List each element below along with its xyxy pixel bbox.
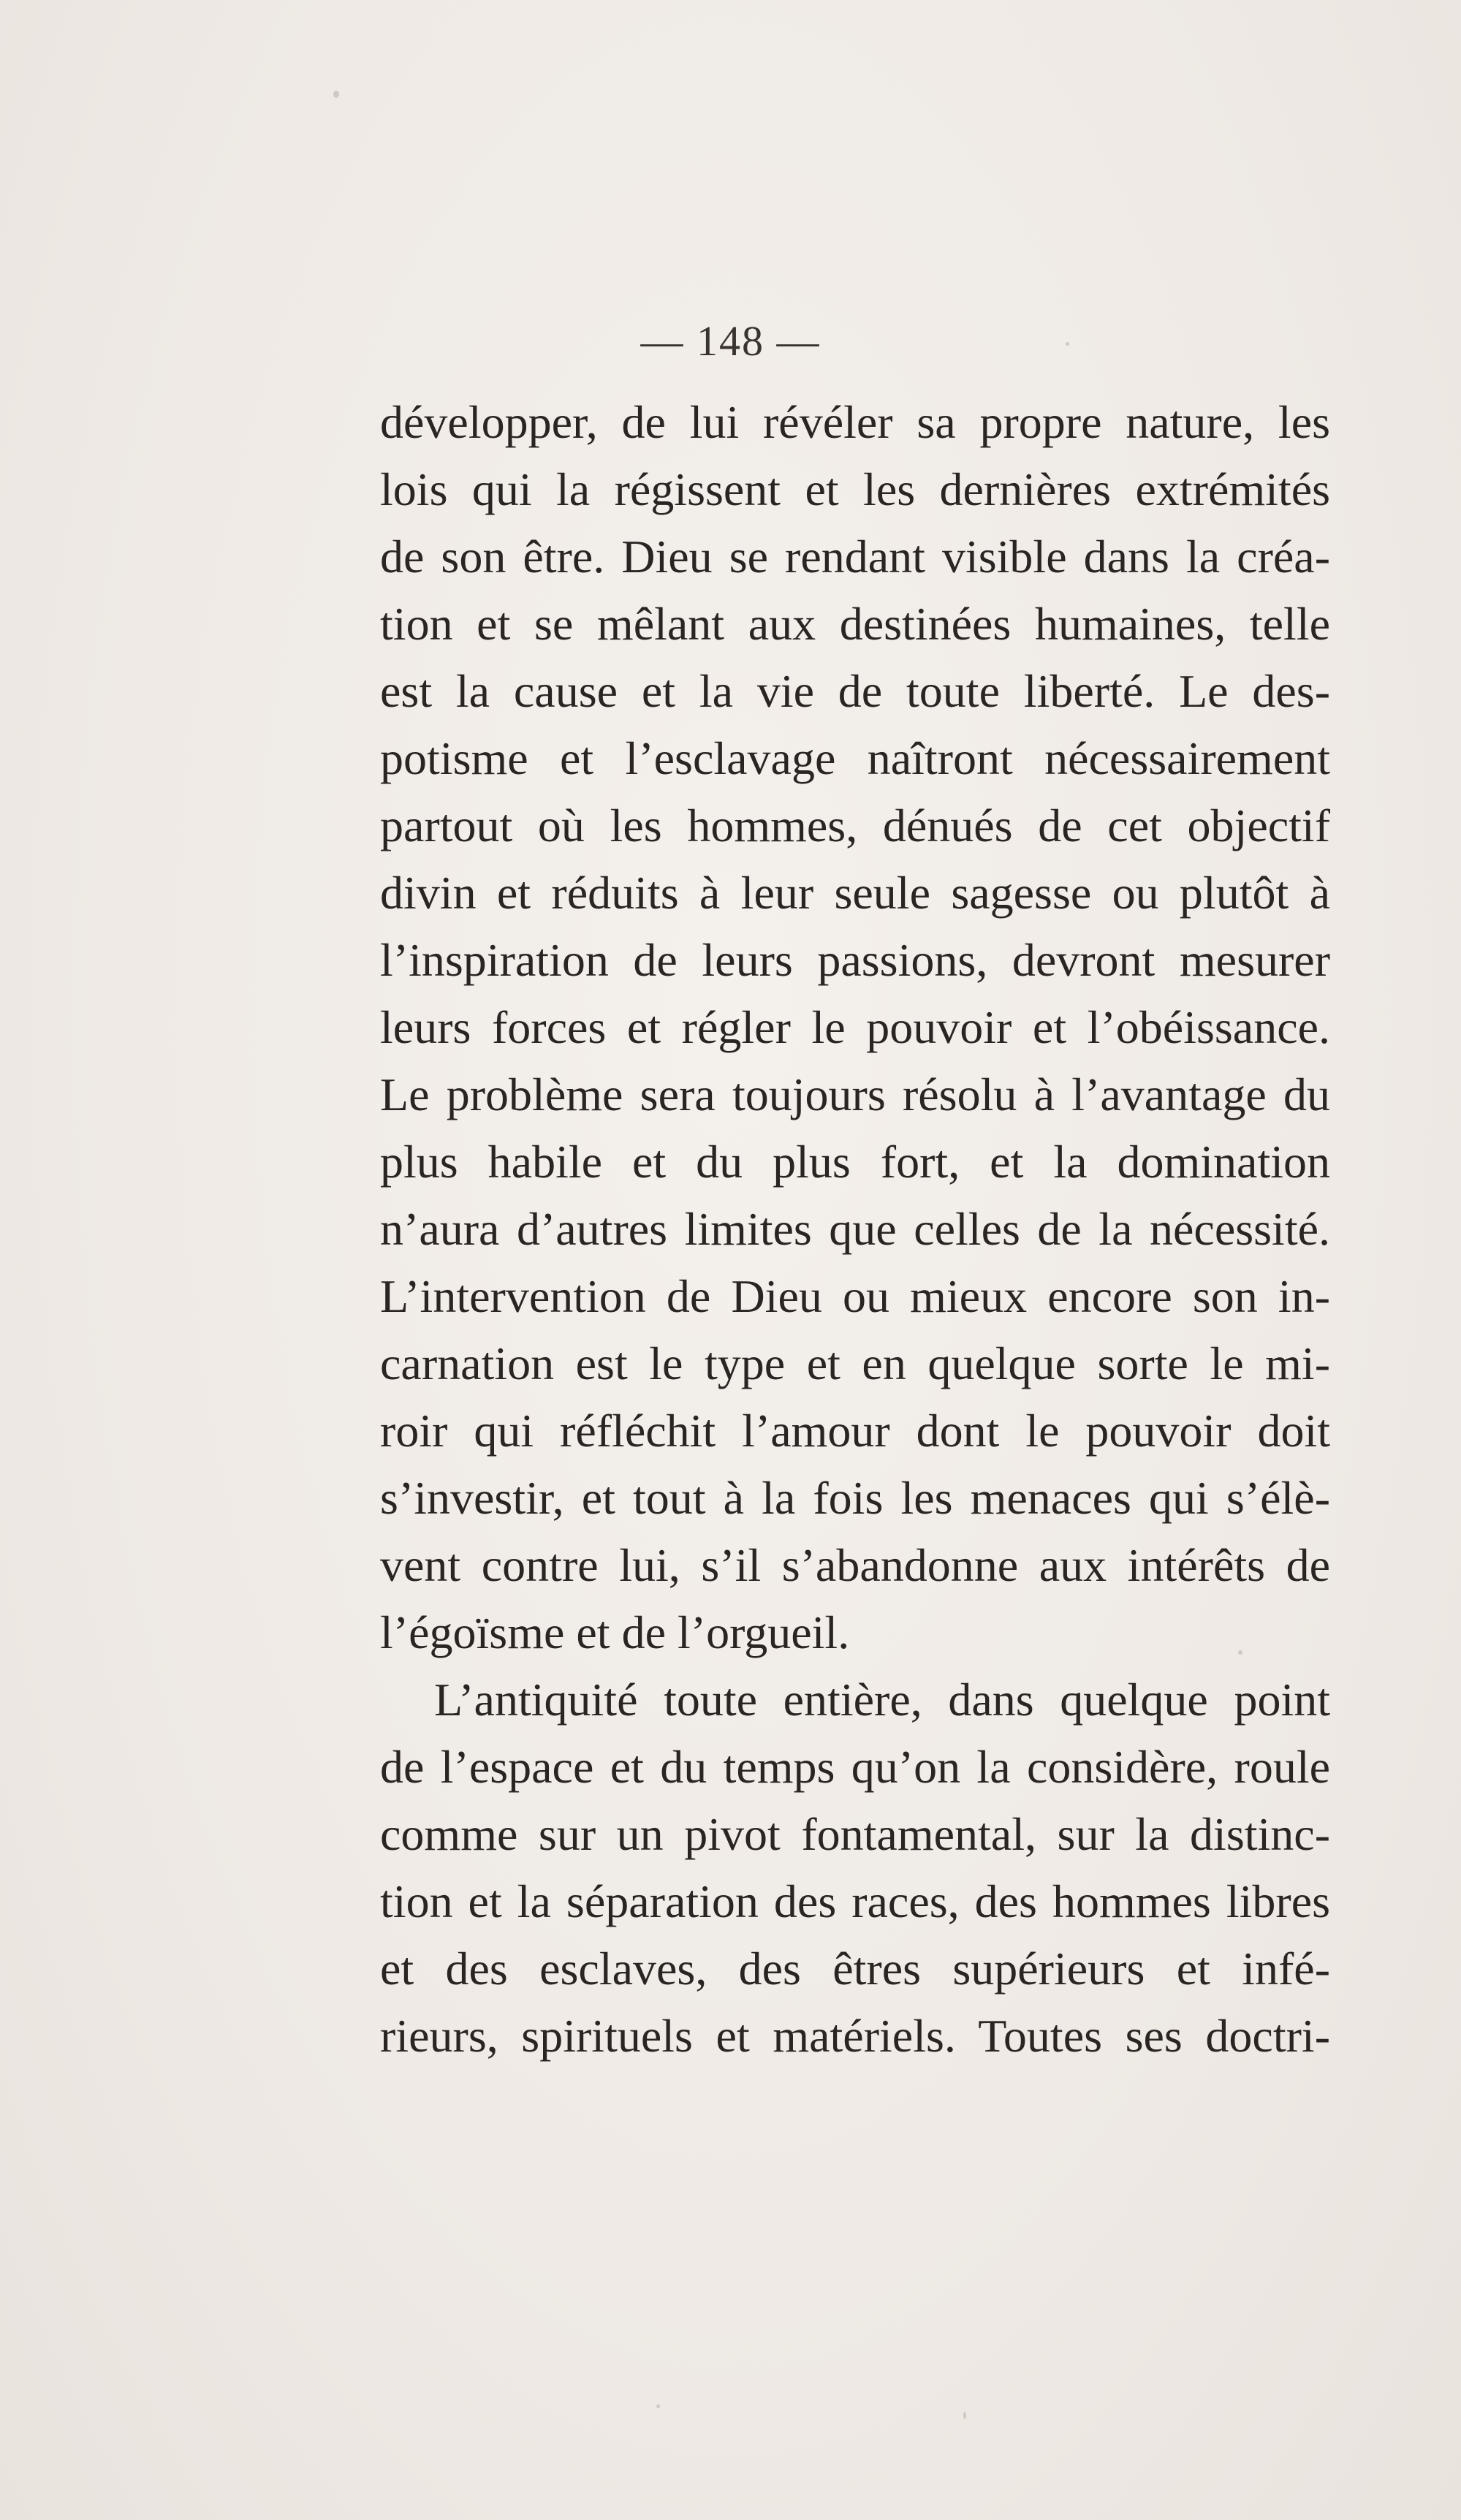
paragraph-start-line: L’antiquité toute entière, dans quelque point — [434, 1674, 1330, 1726]
text-line: de l’espace et du temps qu’on la considère, roule — [380, 1741, 1330, 1793]
text-line: comme sur un pivot fontamental, sur la distinc- — [380, 1808, 1330, 1860]
paper-speck — [1066, 342, 1069, 346]
text-line: est la cause et la vie de toute liberté. Le des- — [380, 665, 1330, 717]
text-line: Le problème sera toujours résolu à l’avantage du — [380, 1069, 1330, 1120]
text-line: n’aura d’autres limites que celles de la nécessité. — [380, 1203, 1330, 1255]
paper-speck — [1238, 1650, 1242, 1655]
body-text — [380, 389, 1330, 2070]
text-line: L’intervention de Dieu ou mieux encore son in- — [380, 1270, 1330, 1322]
text-line: lois qui la régissent et les dernières extrémités — [380, 463, 1330, 515]
text-line: l’inspiration de leurs passions, devront mesurer — [380, 934, 1330, 986]
paper-speck — [333, 91, 339, 98]
text-line: divin et réduits à leur seule sagesse ou plutôt à — [380, 867, 1330, 919]
text-line: s’investir, et tout à la fois les menaces qui s’élè- — [380, 1472, 1330, 1524]
text-line: tion et se mêlant aux destinées humaines, telle — [380, 598, 1330, 650]
paper-speck — [656, 2405, 660, 2408]
text-line: plus habile et du plus fort, et la domination — [380, 1136, 1330, 1188]
text-line: vent contre lui, s’il s’abandonne aux intérêts de — [380, 1539, 1330, 1591]
text-line: carnation est le type et en quelque sorte le mi- — [380, 1337, 1330, 1389]
paper-speck — [963, 2412, 966, 2419]
paragraph-end-line: l’égoïsme et de l’orgueil. — [380, 1606, 850, 1658]
text-line: développer, de lui révéler sa propre nature, les — [380, 396, 1330, 448]
text-line: roir qui réfléchit l’amour dont le pouvoir doit — [380, 1405, 1330, 1457]
text-line: partout où les hommes, dénués de cet objectif — [380, 800, 1330, 851]
text-line: tion et la séparation des races, des hommes libres — [380, 1875, 1330, 1927]
page-number: — 148 — — [640, 317, 821, 365]
text-line: rieurs, spirituels et matériels. Toutes ses doctri- — [380, 2010, 1330, 2062]
text-line: leurs forces et régler le pouvoir et l’obéissance. — [380, 1001, 1330, 1053]
text-line: de son être. Dieu se rendant visible dans la créa- — [380, 531, 1330, 582]
text-line: potisme et l’esclavage naîtront nécessairement — [380, 732, 1330, 784]
text-line: et des esclaves, des êtres supérieurs et infé- — [380, 1943, 1330, 1995]
